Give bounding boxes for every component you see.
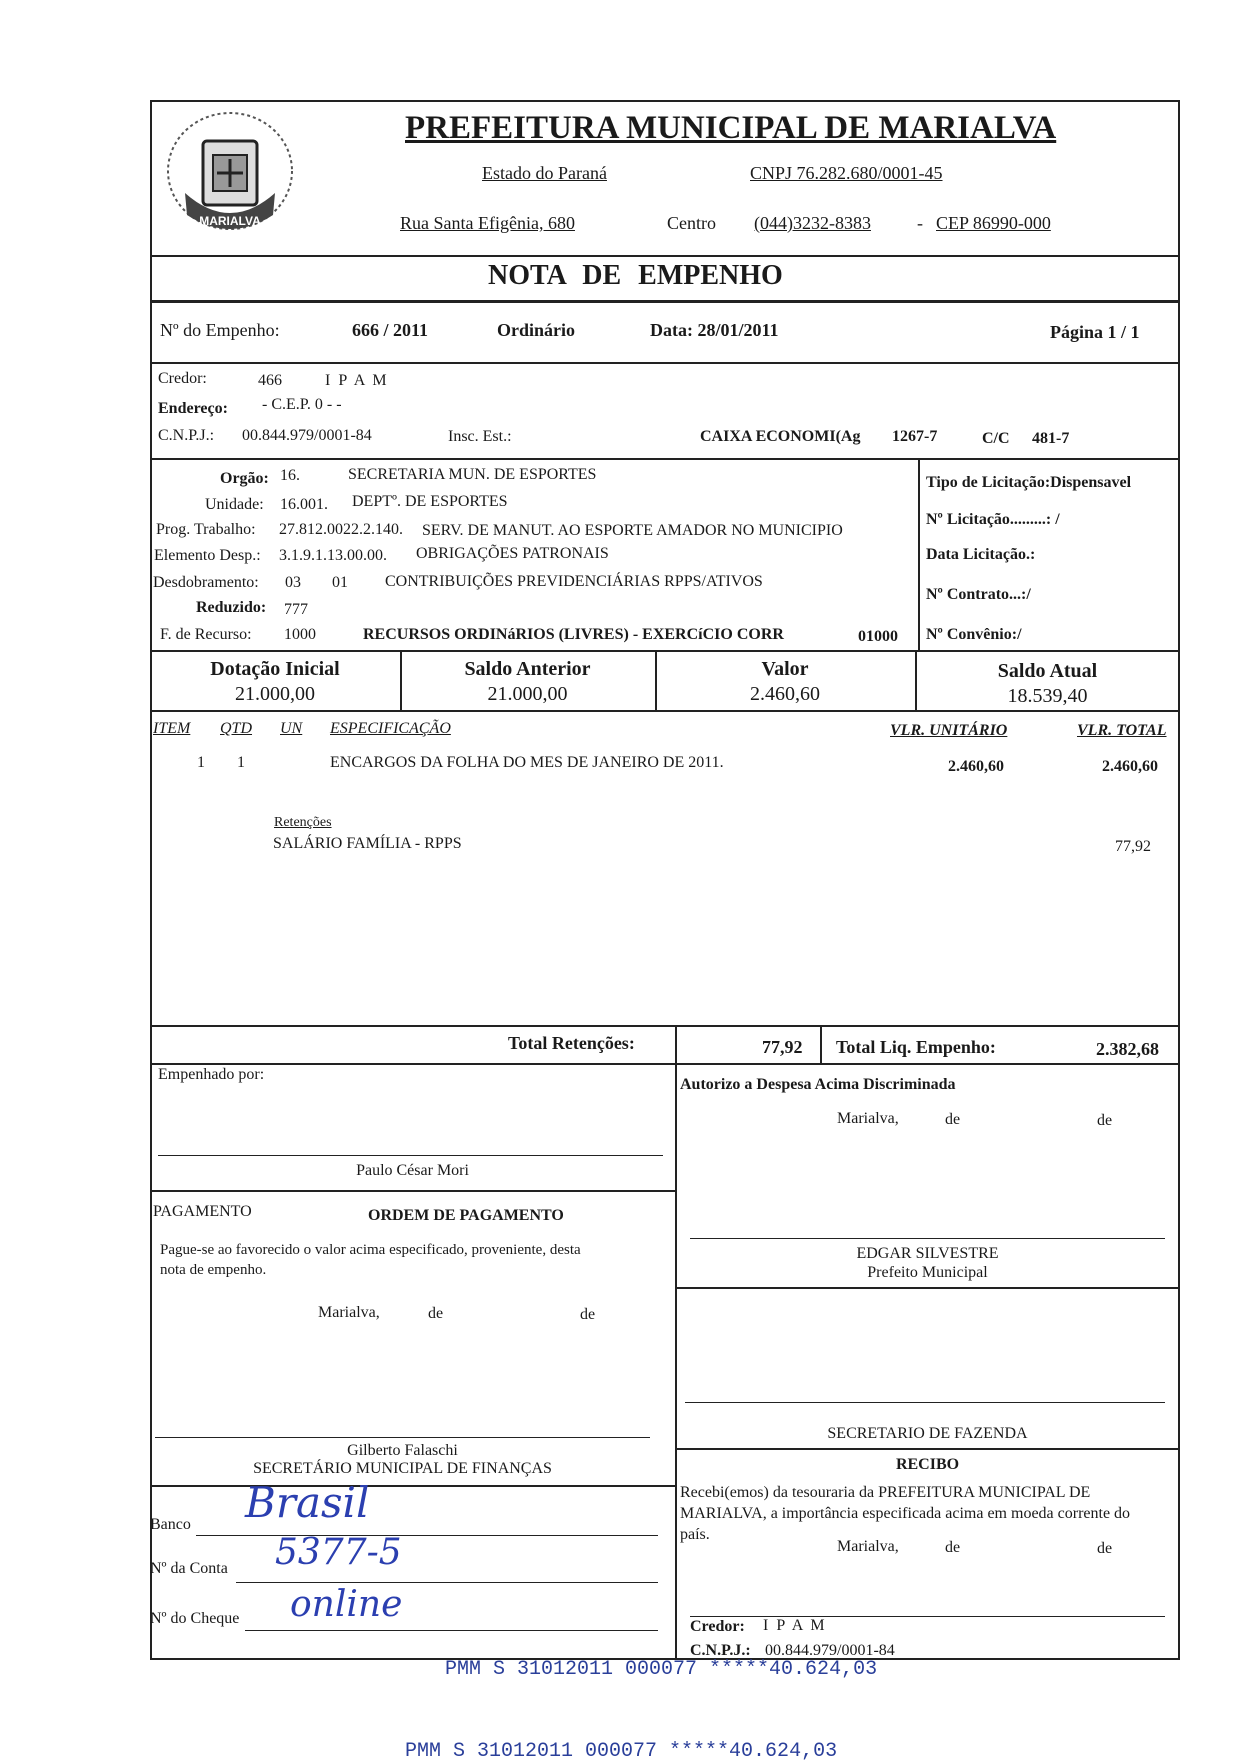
retencao-value: 77,92 (1115, 838, 1151, 855)
pagamento-text-2: nota de empenho. (160, 1262, 267, 1278)
saldo-atual-label: Saldo Atual (997, 660, 1098, 682)
prog-name: SERV. DE MANUT. AO ESPORTE AMADOR NO MUNICIPIO (422, 522, 843, 539)
total-liq-value: 2.382,68 (1096, 1039, 1159, 1059)
empenho-date: Data: 28/01/2011 (650, 320, 779, 340)
recurso-name: RECURSOS ORDINáRIOS (LIVRES) - EXERCíCIO CORR (363, 626, 784, 643)
recibo-credor: I P A M (763, 1617, 827, 1634)
dotacao-value: 21.000,00 (235, 683, 315, 705)
elemento-name: OBRIGAÇÕES PATRONAIS (416, 545, 609, 562)
empenho-number: 666 / 2011 (352, 320, 429, 340)
recibo-credor-label: Credor: (690, 1618, 745, 1635)
desdob-label: Desdobramento: (153, 574, 259, 591)
desdob-code2: 01 (332, 574, 348, 591)
recurso-code2: 01000 (858, 628, 898, 645)
valor-value: 2.460,60 (750, 683, 820, 705)
table-row-qtd: 1 (237, 754, 245, 771)
bank-name: CAIXA ECONOMI(Ag (700, 428, 861, 445)
credor-code: 466 (258, 372, 282, 389)
credor-cnpj: 00.844.979/0001-84 (242, 427, 372, 444)
empenho-number-label: Nº do Empenho: (160, 320, 280, 340)
recurso-code: 1000 (284, 626, 316, 643)
banco-handwritten: Brasil (245, 1478, 370, 1527)
desdob-code1: 03 (285, 574, 301, 591)
unidade-code: 16.001. (280, 496, 328, 513)
empenhado-label: Empenhado por: (158, 1066, 265, 1083)
ordem-pagamento-title: ORDEM DE PAGAMENTO (368, 1207, 564, 1224)
state-name: Estado do Paraná (482, 163, 607, 183)
document-title: NOTA DE EMPENHO (488, 260, 783, 291)
table-row-vlr-total: 2.460,60 (1102, 758, 1158, 775)
empenhado-name: Paulo César Mori (356, 1162, 469, 1179)
autorizo-de1: de (945, 1111, 961, 1128)
cheque-handwritten: online (290, 1584, 403, 1625)
cheque-label: Nº do Cheque (150, 1610, 240, 1627)
prefeito-name: EDGAR SILVESTRE (856, 1245, 999, 1262)
pagamento-de1: de (428, 1305, 444, 1322)
cc-label: C/C (982, 430, 1010, 447)
header-separator: - (917, 213, 923, 233)
secretario-fazenda: SECRETARIO DE FAZENDA (827, 1425, 1028, 1442)
cep: CEP 86990-000 (936, 213, 1051, 233)
coat-of-arms-icon (155, 103, 305, 251)
data-licitacao: Data Licitação.: (926, 546, 1036, 563)
recibo-title: RECIBO (895, 1456, 960, 1473)
retencao-name: SALÁRIO FAMÍLIA - RPPS (273, 835, 462, 852)
credor-label: Credor: (158, 370, 207, 387)
phone: (044)3232-8383 (754, 213, 871, 233)
recibo-text-1: Recebi(emos) da tesouraria da PREFEITURA MUNICIPAL DE (680, 1484, 1091, 1501)
cnpj-header: CNPJ 76.282.680/0001-45 (750, 163, 943, 183)
prefeito-role: Prefeito Municipal (867, 1264, 988, 1281)
conta-label: Nº da Conta (150, 1560, 228, 1577)
pagamento-de2: de (580, 1306, 596, 1323)
valor-label: Valor (761, 658, 809, 680)
reduzido-label: Reduzido: (196, 599, 267, 616)
bank-stamp-1: PMM S 31012011 000077 *****40.624,03 (445, 1658, 878, 1681)
bank-stamp-2: PMM S 31012011 000077 *****40.624,03 (405, 1740, 838, 1763)
col-especificacao: ESPECIFICAÇÃO (330, 720, 451, 737)
retencoes-label: Retenções (274, 815, 332, 830)
prog-code: 27.812.0022.2.140. (279, 521, 403, 538)
recibo-text-3: país. (680, 1526, 710, 1543)
orgao-name: SECRETARIA MUN. DE ESPORTES (348, 466, 597, 483)
recibo-de1: de (945, 1539, 961, 1556)
recibo-cnpj: 00.844.979/0001-84 (765, 1642, 895, 1659)
cc-value: 481-7 (1032, 430, 1070, 447)
saldo-atual-value: 18.539,40 (1007, 685, 1088, 707)
elemento-code: 3.1.9.1.13.00.00. (279, 547, 387, 564)
numero-licitacao: Nº Licitação.........: / (926, 511, 1060, 528)
dotacao-label: Dotação Inicial (210, 658, 340, 680)
col-qtd: QTD (220, 720, 253, 737)
recibo-de2: de (1097, 1540, 1113, 1557)
table-row-item: 1 (197, 754, 205, 771)
total-retencoes-value: 77,92 (762, 1037, 803, 1057)
banco-label: Banco (150, 1516, 191, 1533)
address: Rua Santa Efigênia, 680 (400, 213, 575, 233)
recurso-label: F. de Recurso: (160, 626, 252, 643)
financas-signer: Gilberto Falaschi (347, 1442, 458, 1459)
total-retencoes-label: Total Retenções: (508, 1033, 635, 1053)
col-vlr-total: VLR. TOTAL (1077, 722, 1167, 739)
cnpj-label: C.N.P.J.: (158, 427, 215, 444)
col-un: UN (280, 720, 303, 737)
autorizo-de2: de (1097, 1112, 1113, 1129)
elemento-label: Elemento Desp.: (154, 547, 261, 564)
pagamento-text-1: Pague-se ao favorecido o valor acima especificado, proveniente, desta (160, 1242, 581, 1258)
unidade-label: Unidade: (205, 496, 264, 513)
endereco-label: Endereço: (158, 400, 228, 417)
pagamento-city: Marialva, (318, 1304, 380, 1321)
recibo-cnpj-label: C.N.P.J.: (690, 1642, 751, 1659)
numero-contrato: Nº Contrato...:/ (926, 586, 1031, 603)
table-row-especificacao: ENCARGOS DA FOLHA DO MES DE JANEIRO DE 2011. (330, 754, 724, 771)
tipo-licitacao: Tipo de Licitação:Dispensavel (926, 474, 1132, 491)
saldo-anterior-label: Saldo Anterior (464, 658, 591, 680)
orgao-label: Orgão: (220, 470, 269, 487)
empenho-type: Ordinário (497, 320, 576, 340)
col-item: ITEM (153, 720, 191, 737)
table-row-vlr-unitario: 2.460,60 (948, 758, 1004, 775)
desdob-name: CONTRIBUIÇÕES PREVIDENCIÁRIAS RPPS/ATIVOS (385, 573, 763, 590)
page-number: Página 1 / 1 (1050, 322, 1140, 342)
insc-label: Insc. Est.: (448, 428, 512, 445)
coat-of-arms-text: MARIALVA (199, 214, 261, 228)
conta-handwritten: 5377-5 (275, 1532, 402, 1573)
bank-agency: 1267-7 (892, 428, 938, 445)
pagamento-label: PAGAMENTO (153, 1203, 252, 1220)
page-title: PREFEITURA MUNICIPAL DE MARIALVA (405, 110, 1057, 146)
saldo-anterior-value: 21.000,00 (487, 683, 568, 705)
autorizo-city: Marialva, (837, 1110, 899, 1127)
district: Centro (667, 213, 716, 233)
orgao-code: 16. (280, 467, 300, 484)
reduzido-value: 777 (284, 601, 308, 618)
recibo-city: Marialva, (837, 1538, 899, 1555)
credor-name: I P A M (325, 372, 389, 389)
numero-convenio: Nº Convênio:/ (926, 626, 1022, 643)
col-vlr-unitario: VLR. UNITÁRIO (890, 722, 1008, 739)
autorizo-title: Autorizo a Despesa Acima Discriminada (680, 1076, 956, 1093)
total-liq-label: Total Liq. Empenho: (836, 1037, 996, 1057)
recibo-text-2: MARIALVA, a importância especificada acima em moeda corrente do (680, 1505, 1131, 1522)
financas-role: SECRETÁRIO MUNICIPAL DE FINANÇAS (253, 1460, 552, 1477)
unidade-name: DEPTº. DE ESPORTES (352, 493, 508, 510)
endereco-value: - C.E.P. 0 - - (262, 396, 342, 413)
prog-label: Prog. Trabalho: (156, 521, 256, 538)
